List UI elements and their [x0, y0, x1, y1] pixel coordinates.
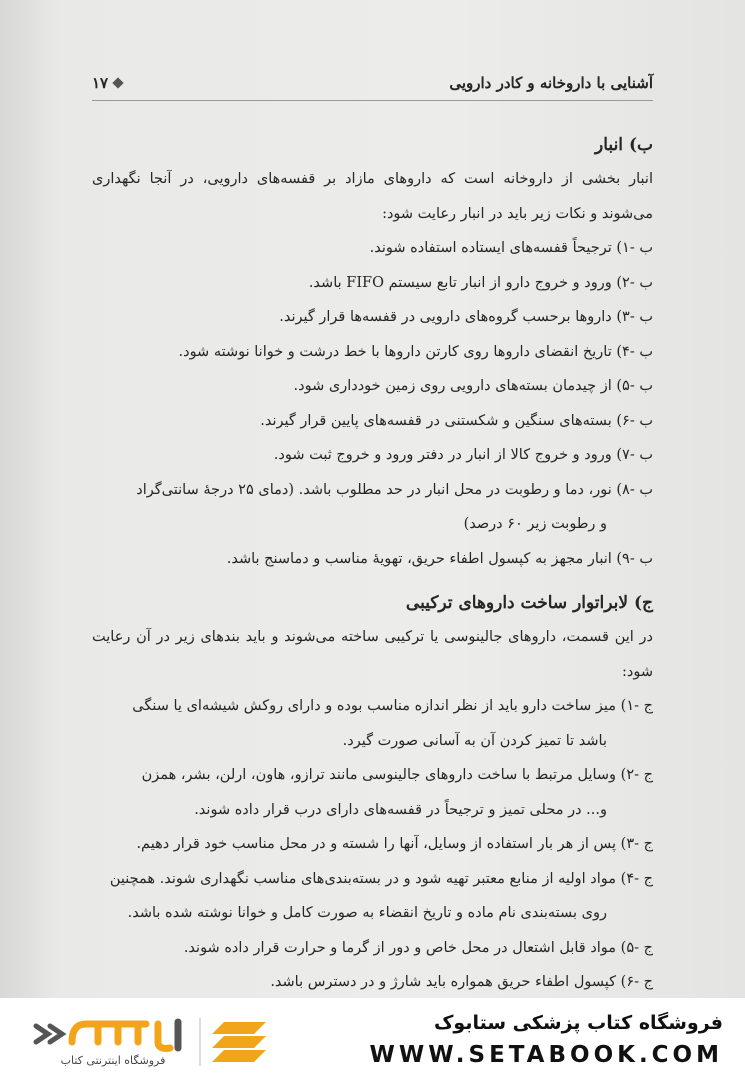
list-item: ب -۱) ترجیحاً قفسه‌های ایستاده استفاده شوند. — [369, 240, 653, 256]
list-item: ب -۶) بسته‌های سنگین و شکستنی در قفسه‌های پایین قرار گیرند. — [260, 412, 653, 429]
list-item: ب -۲) ورود و خروج دارو از انبار تابع سیستم FIFO باشد. — [308, 274, 653, 291]
store-name: فروشگاه کتاب پزشکی ستابوک — [433, 1012, 723, 1034]
running-header — [92, 68, 653, 98]
list-item: ب -۹) انبار مجهز به کپسول اطفاء حریق، تهویهٔ مناسب و دماسنج باشد. — [226, 550, 653, 567]
list-item — [92, 758, 653, 827]
list-item-line: ب -۸) نور، دما و رطوبت در محل انبار در حد مطلوب باشد. (دمای ۲۵ درجهٔ سانتی‌گراد — [136, 481, 653, 498]
section-heading-warehouse: ب) انبار — [595, 135, 653, 155]
lab-intro: در این قسمت، داروهای جالینوسی یا ترکیبی ساخته می‌شوند و باید بندهای زیر در آن رعایت شود: — [92, 629, 653, 680]
list-item: ج -۶) کپسول اطفاء حریق همواره باید شارژ و در دسترس باشد. — [270, 974, 653, 990]
list-item — [92, 689, 653, 758]
list-item-continuation: و رطوبت زیر ۶۰ درصد) — [463, 516, 607, 532]
list-item: ج -۵) مواد قابل اشتعال در محل خاص و دور از گرما و حرارت قرار داده شوند. — [183, 939, 653, 956]
warehouse-intro: انبار بخشی از داروخانه است که داروهای مازاد بر قفسه‌های دارویی، در آنجا نگهداری می‌شوند و نکات زیر باید در انبار رعایت شود: — [92, 171, 653, 222]
diamond-icon — [112, 77, 123, 88]
logo-tagline: فروشگاه اینترنتی کتاب — [60, 1054, 166, 1067]
page-body — [92, 128, 653, 1000]
list-item-continuation: باشد تا تمیز کردن آن به آسانی صورت گیرد. — [342, 732, 607, 749]
list-item-line: ج -۱) میز ساخت دارو باید از نظر اندازه مناسب بوده و دارای روکش شیشه‌ای یا سنگی — [132, 698, 653, 714]
list-item: ب -۳) داروها برحسب گروه‌های دارویی در قفسه‌ها قرار گیرند. — [279, 309, 653, 325]
page-number: ۱۷ — [92, 74, 109, 92]
list-item: ج -۳) پس از هر بار استفاده از وسایل، آنها را شسته و در محل مناسب خود قرار دهیم. — [136, 836, 653, 852]
section-heading-lab: ج) لابراتوار ساخت داروهای ترکیبی — [405, 593, 653, 613]
list-item: ب -۴) تاریخ انقضای داروها روی کارتن داروها با خط درشت و خوانا نوشته شود. — [178, 343, 653, 360]
header-title: آشنایی با داروخانه و کادر دارویی — [449, 74, 653, 92]
website-url[interactable]: WWW.SETABOOK.COM — [369, 1042, 723, 1068]
list-item — [92, 473, 653, 542]
list-item — [92, 862, 653, 931]
logo-wordmark-shapes — [36, 1022, 178, 1048]
book-stack-icon — [212, 1022, 266, 1062]
list-item-continuation: و... در محلی تمیز و ترجیحاً در قفسه‌های دارای درب قرار داده شوند. — [194, 801, 607, 818]
list-item-line: ج -۴) مواد اولیه از منابع معتبر تهیه شود و در بسته‌بندی‌های مناسب نگهداری شوند. همچنین — [109, 870, 653, 887]
list-item-line: ج -۲) وسایل مرتبط با ساخت داروهای جالینوسی مانند ترازو، هاون، ارلن، بشر، همزن — [141, 767, 653, 783]
list-item: ب -۵) از چیدمان بسته‌های دارویی روی زمین خودداری شود. — [293, 378, 653, 394]
page-number-group — [92, 74, 122, 92]
store-banner — [0, 998, 745, 1080]
list-item: ب -۷) ورود و خروج کالا از انبار در دفتر ورود و خروج ثبت شود. — [273, 447, 653, 463]
list-item-continuation: روی بسته‌بندی نام ماده و تاریخ انقضاء به صورت کامل و خوانا نوشته شده باشد. — [127, 905, 607, 921]
header-divider — [92, 100, 653, 101]
